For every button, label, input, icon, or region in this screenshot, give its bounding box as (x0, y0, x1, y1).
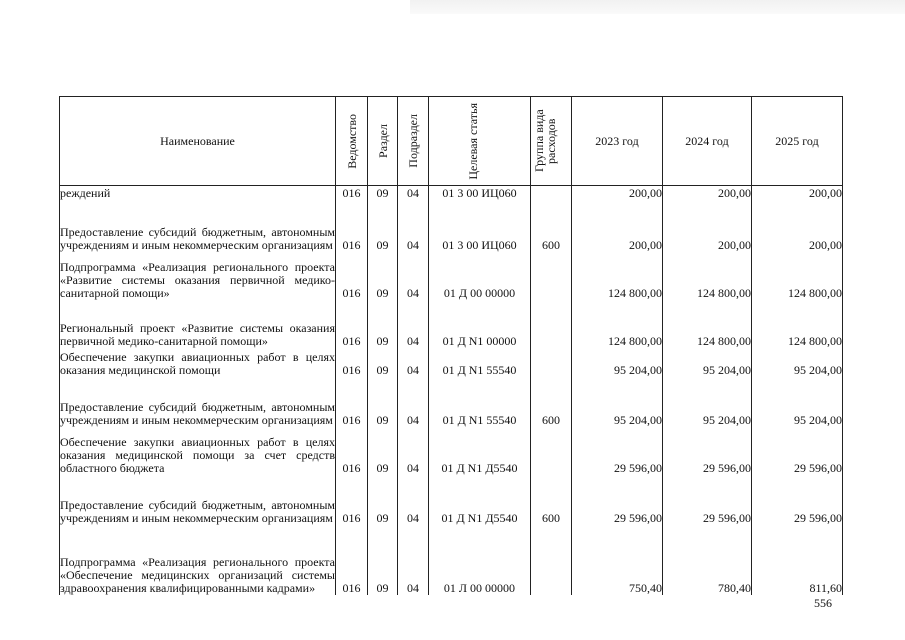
table-row: Подпрограмма «Реализация регионального проекта «Развитие системы оказания первичной медико-санитарной помощи» 016 09 04 01 Д 00 00000 124 800,00 124 800,00 124 800,00 (60, 252, 843, 300)
table-header-row (60, 97, 843, 186)
table-row: Региональный проект «Развитие системы оказания первичной медико-санитарной помощи» 016 09 04 01 Д N1 00000 124 800,00 124 800,00 124 800,00 (60, 300, 843, 348)
table-row: Подпрограмма «Реализация регионального проекта «Обеспечение медицинских организаций системы здравоохранения квалифицированными кадрами» 016 09 04 01 Л 00 00000 750,40 780,40 811,60 (60, 525, 843, 595)
table-row: Обеспечение закупки авиационных работ в целях оказания медицинской помощи 016 09 04 01 Д N1 55540 95 204,00 95 204,00 95 204,00 (60, 349, 842, 377)
table-row: Предоставление субсидий бюджетным, автономным учреждениям и иным некоммерческим организациям 016 09 04 01 Д N1 Д5540 600 29 596,00 29 596,00 29 596,00 (60, 475, 843, 525)
header-name: Наименование (60, 97, 336, 186)
header-vedomstvo: Ведомство (336, 97, 368, 186)
budget-table (59, 96, 843, 595)
page-number: 556 (814, 596, 832, 610)
header-gruppa: Группа вида расходов (531, 97, 572, 186)
table-row: реждений 016 09 04 01 3 00 ИЦ060 200,00 200,00 200,00 (60, 185, 842, 200)
header-razdel: Раздел (368, 97, 398, 186)
table-row: Обеспечение закупки авиационных работ в целях оказания медицинской помощи за счет средств областного бюджета 016 09 04 01 Д N1 Д5540 29 596,00 29 596,00 29 596,00 (60, 427, 843, 475)
table-row: Предоставление субсидий бюджетным, автономным учреждениям и иным некоммерческим организациям 016 09 04 01 Д N1 55540 600 95 204,00 95 204,00 95 204,00 (60, 377, 843, 427)
header-2023: 2023 год (572, 97, 663, 186)
header-2024: 2024 год (663, 97, 752, 186)
scan-shadow (410, 0, 905, 14)
header-2025: 2025 год (752, 97, 843, 186)
header-celevaya: Целевая статья (429, 97, 531, 186)
header-podrazdel: Подраздел (398, 97, 429, 186)
table-row: Предоставление субсидий бюджетным, автономным учреждениям и иным некоммерческим организациям 016 09 04 01 3 00 ИЦ060 600 200,00 200,00 200,00 (60, 200, 843, 252)
